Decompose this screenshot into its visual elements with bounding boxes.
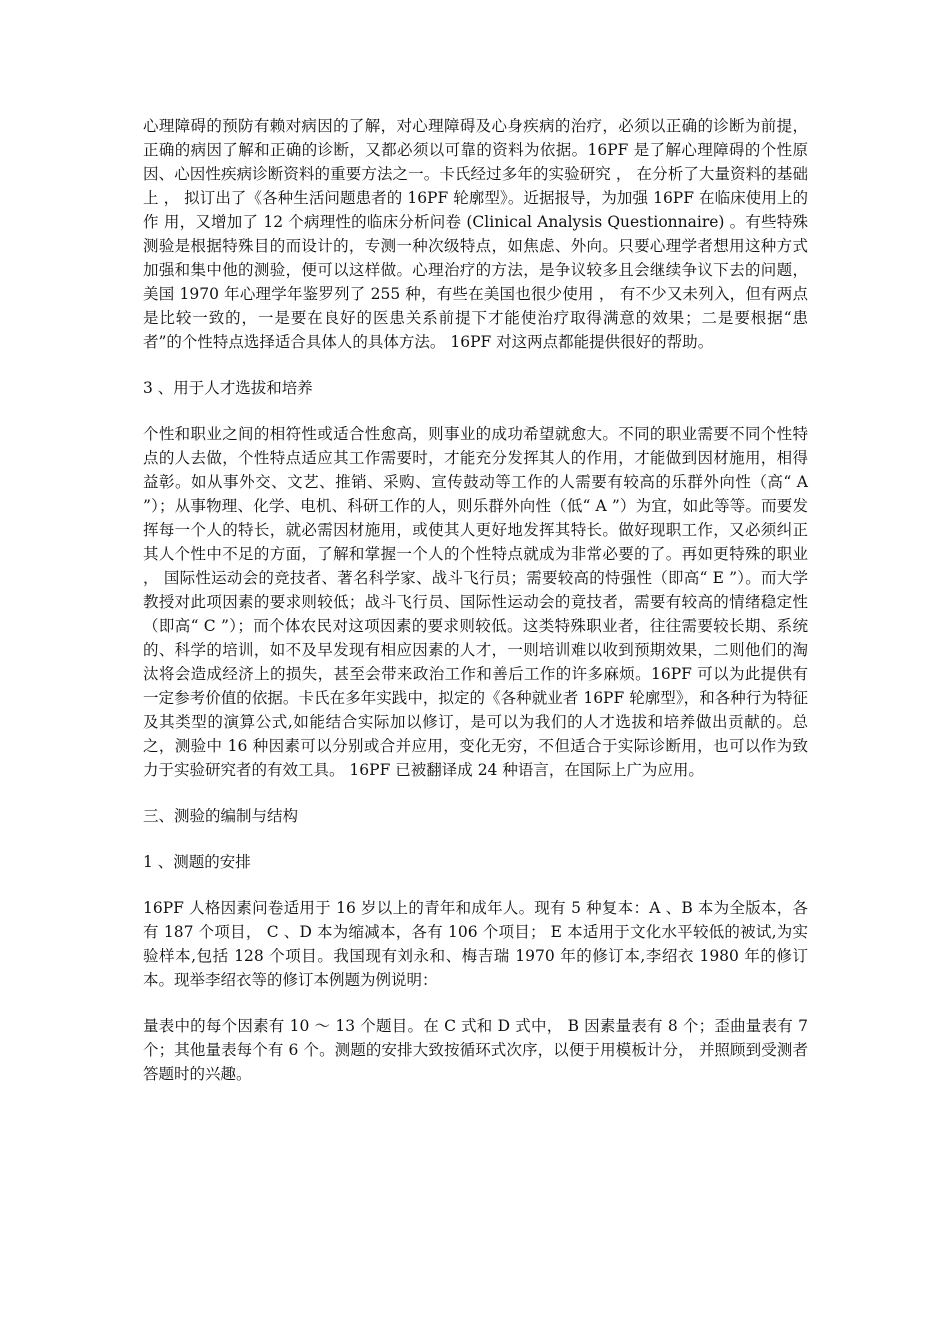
paragraph-clinical-use: 心理障碍的预防有赖对病因的了解，对心理障碍及心身疾病的治疗，必须以正确的诊断为前提，正确的病因了解和正确的诊断，又都必须以可靠的资料为依据。16PF 是了解心理障碍的个性原因、心因性疾病诊断资料的重要方法之一。卡氏经过多年的实验研究 ， 在分析了大量资料的基础上 ， 拟订出了《各种生活问题患者的 16PF 轮廓型》。近据报导，为加强 16PF 在临床使用上的作 用，又增加了 12 个病理性的临床分析问卷 (Clinical Analysis Questionnaire) 。有些特殊测验是根据特殊目的而设计的，专测一种次级特点，如焦虑、外向。只要心理学者想用这种方式加强和集中他的测验，便可以这样做。心理治疗的方法，是争议较多且会继续争议下去的问题，美国 1970 年心理学年鉴罗列了 255 种，有些在美国也很少使用 ， 有不少又未列入，但有两点是比较一致的，一是要在良好的医患关系前提下才能使治疗取得满意的效果；二是要根据“患者”的个性特点选择适合具体人的具体方法。 16PF 对这两点都能提供很好的帮助。 [143,117,808,351]
paragraph-career-fit: 个性和职业之间的相符性或适合性愈高，则事业的成功希望就愈大。不同的职业需要不同个性特点的人去做，个性特点适应其工作需要时，才能充分发挥其人的作用，才能做到因材施用，相得益彰。如从事外交、文艺、推销、采购、宣传鼓动等工作的人需要有较高的乐群外向性（高“ A ”）；从事物理、化学、电机、科研工作的人，则乐群外向性（低“ A ”）为宜，如此等等。而要发挥每一个人的特长，就必需因材施用，或使其人更好地发挥其特长。做好现职工作，又必须纠正其人个性中不足的方面，了解和掌握一个人的个性特点就成为非常必要的了。再如更特殊的职业 ， 国际性运动会的竞技者、著名科学家、战斗飞行员；需要较高的恃强性（即高“ E ”）。而大学教授对此项因素的要求则较低；战斗飞行员、国际性运动会的竟技者，需要有较高的情绪稳定性（即高“ C ”）；而个体农民对这项因素的要求则较低。这类特殊职业者，往往需要较长期、系统的、科学的培训，如不及早发现有相应因素的人才，一则培训难以收到预期效果，二则他们的淘汰将会造成经济上的损失，甚至会带来政治工作和善后工作的许多麻烦。16PF 可以为此提供有一定参考价值的依据。卡氏在多年实践中，拟定的《各种就业者 16PF 轮廓型》，和各种行为特征及其类型的演算公式,如能结合实际加以修订，是可以为我们的人才选拔和培养做出贡献的。总之，测验中 16 种因素可以分别或合并应用，变化无穷，不但适合于实际诊断用，也可以作为致力于实验研究者的有效工具。 16PF 已被翻译成 24 种语言，在国际上广为应用。 [143,425,808,779]
heading-talent-selection: 3 、用于人才选拔和培养 [143,379,313,397]
paragraph-forms: 16PF 人格因素问卷适用于 16 岁以上的青年和成年人。现有 5 种复本：A 、B 本为全版本，各有 187 个项目， C 、D 本为缩减本，各有 106 个项目； E 本适用于文化水平较低的被试,为实验样本,包括 128 个项目。我国现有刘永和、梅吉瑞 1970 年的修订本,李绍衣 1980 年的修订本。现举李绍衣等的修订本例题为例说明： [143,899,808,989]
document-body [143,114,808,1108]
paragraph-item-counts: 量表中的每个因素有 10 ～ 13 个题目。在 C 式和 D 式中， B 因素量表有 8 个；歪曲量表有 7 个；其他量表每个有 6 个。测题的安排大致按循环式次序，以便于用模板计分， 并照顾到受测者答题时的兴趣。 [143,1017,808,1083]
heading-test-structure: 三、测验的编制与结构 [143,807,299,825]
heading-item-arrangement: 1 、测题的安排 [143,853,251,871]
